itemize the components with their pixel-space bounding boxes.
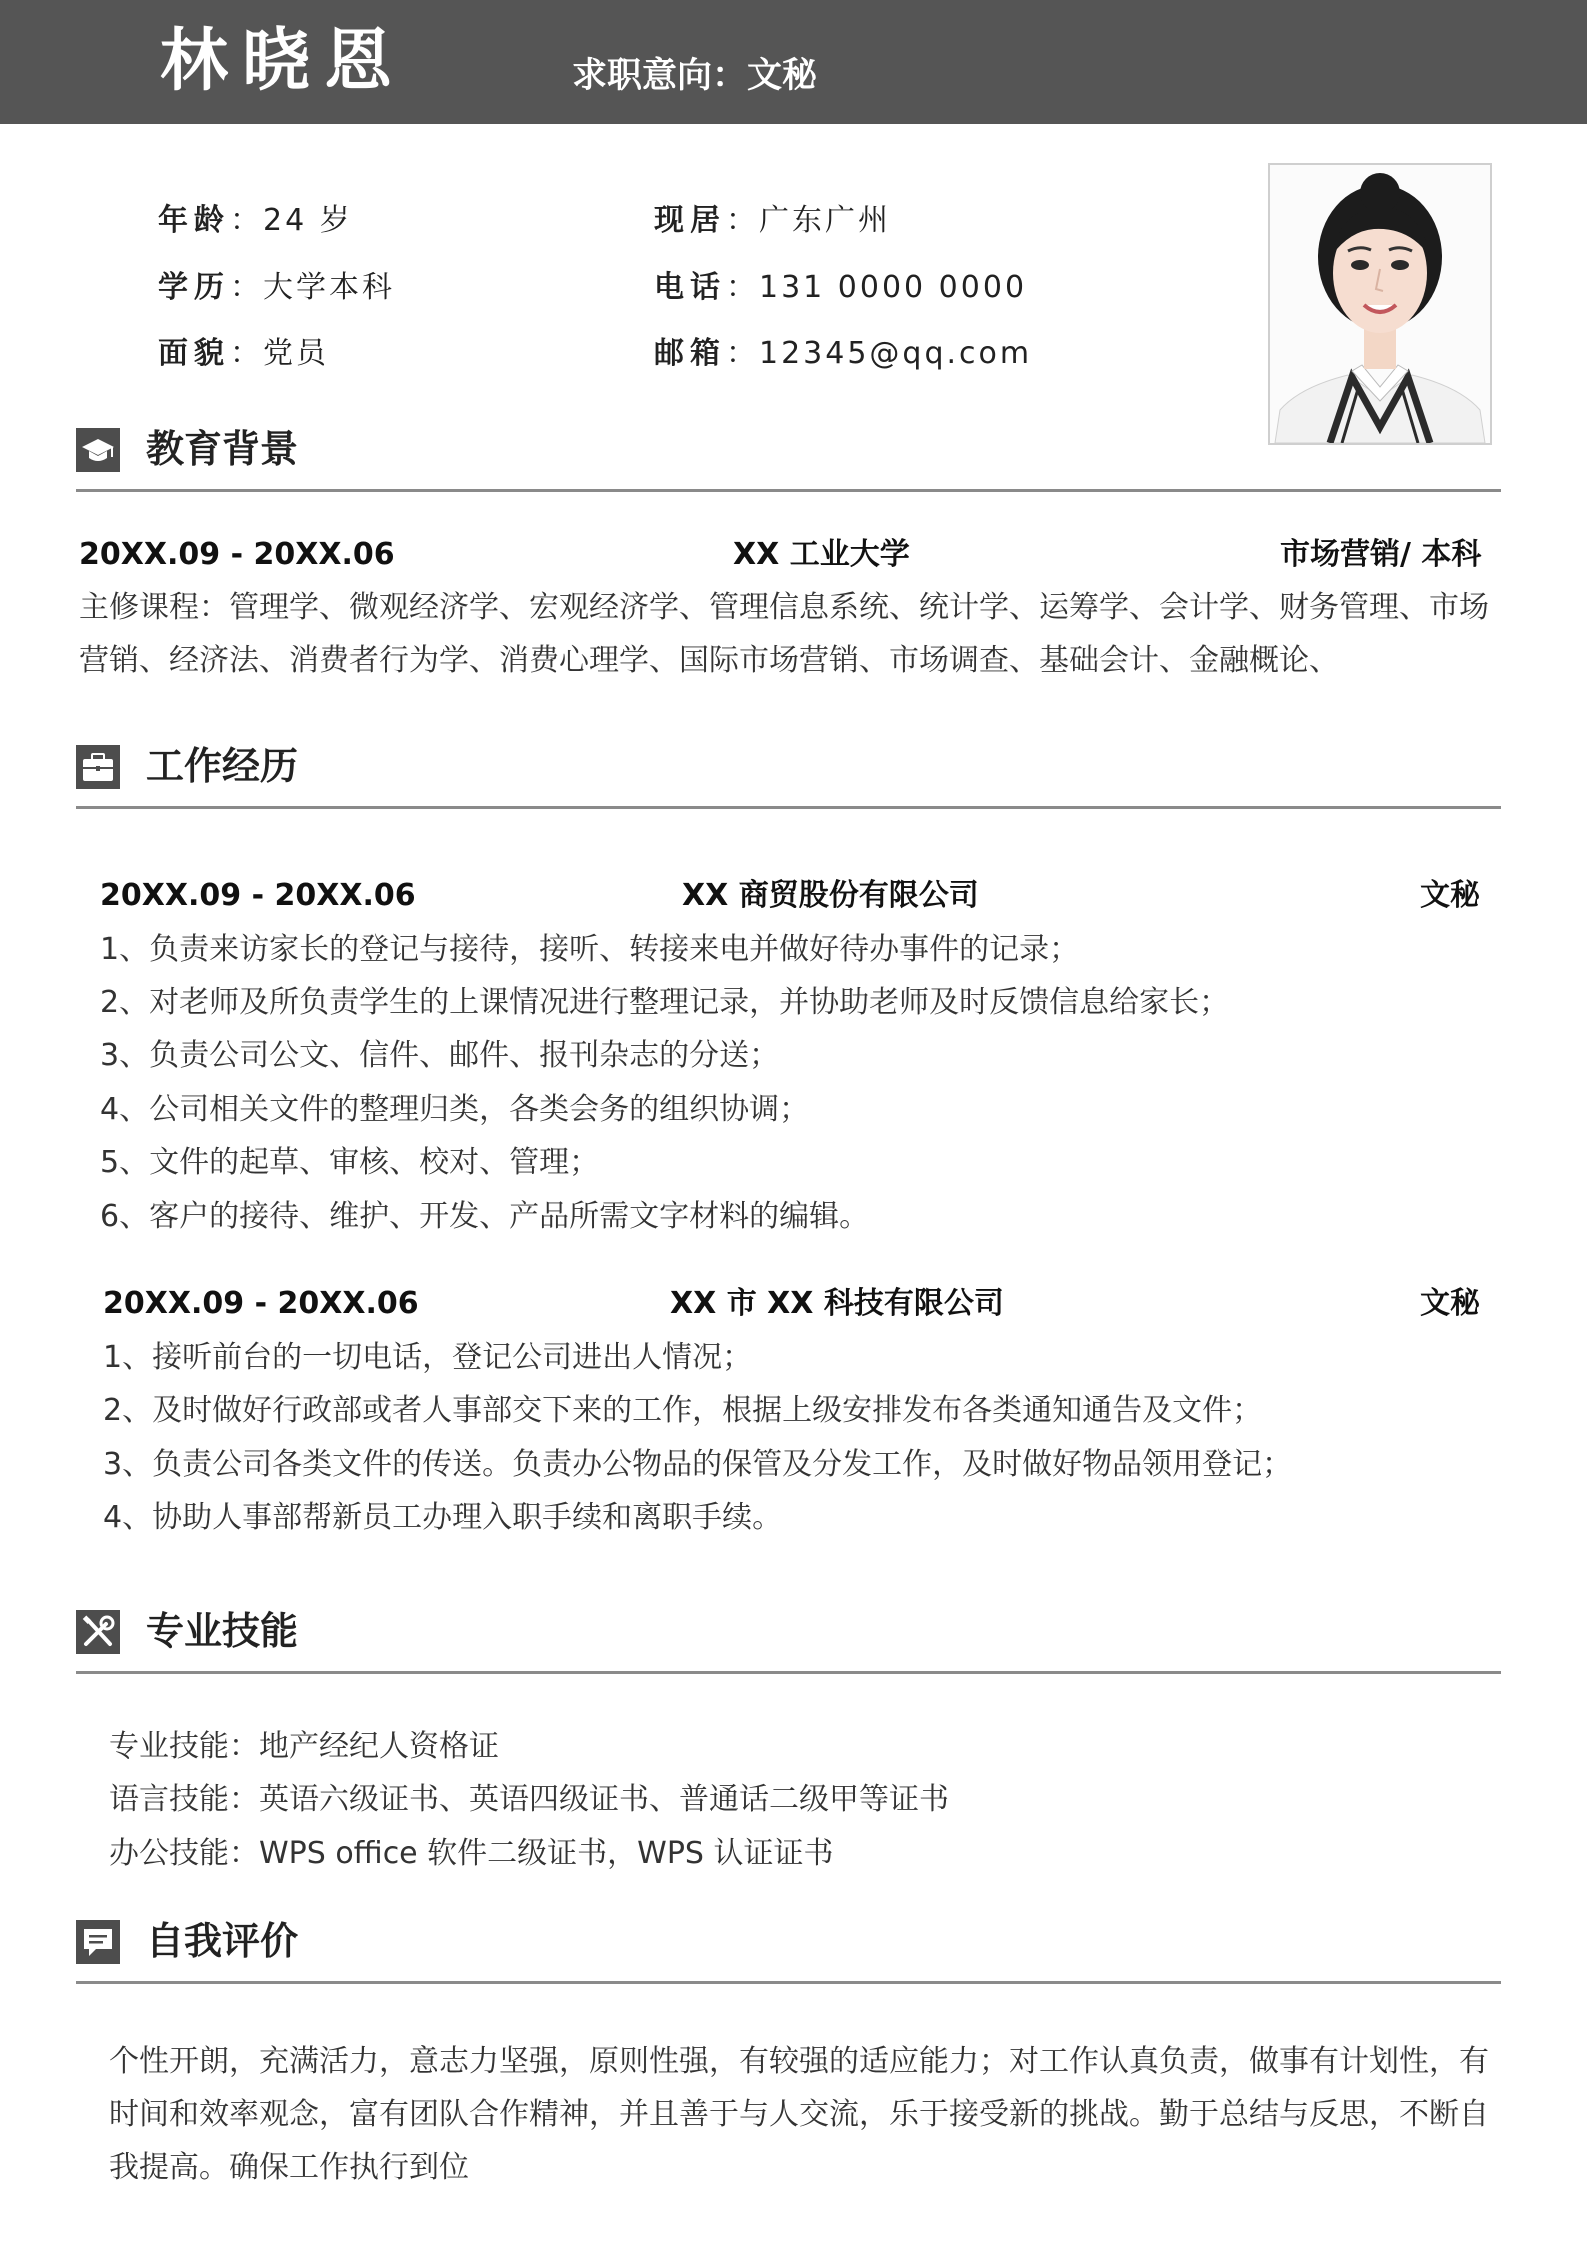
info-residence-label: 现居 [654,203,726,238]
section-title-work: 工作经历 [146,744,299,788]
job-duty: 2、及时做好行政部或者人事部交下来的工作，根据上级安排发布各类通知通告及文件； [103,1393,1263,1428]
section-title-education: 教育背景 [146,427,299,471]
candidate-name: 林晓恩 [160,22,407,101]
job-duty: 1、负责来访家长的登记与接待，接听、转接来电并做好待办事件的记录； [100,932,1080,967]
info-age-label: 年龄 [158,203,230,238]
info-phone: 电话：131 0000 0000 [654,270,1028,305]
section-divider [76,806,1501,809]
info-email: 邮箱：12345@qq.com [654,336,1033,371]
section-divider [76,1981,1501,1984]
job-duty: 6、客户的接待、维护、开发、产品所需文字材料的编辑。 [100,1199,870,1234]
job-duty: 4、协助人事部帮新员工办理入职手续和离职手续。 [103,1500,783,1535]
job-company: XX 市 XX 科技有限公司 [670,1286,1004,1321]
job-period: 20XX.09 - 20XX.06 [100,878,416,913]
info-education: 学历：大学本科 [158,270,395,305]
section-title-skills: 专业技能 [146,1609,299,1653]
info-email-value: 12345@qq.com [759,336,1033,371]
info-residence: 现居：广东广州 [654,203,891,238]
job-role: 文秘 [1420,1286,1480,1321]
job-period: 20XX.09 - 20XX.06 [103,1286,419,1321]
job-role: 文秘 [1420,878,1480,913]
skill-item: 语言技能：英语六级证书、英语四级证书、普通话二级甲等证书 [109,1782,949,1817]
info-age: 年龄：24 岁 [158,203,353,238]
job-duty: 5、文件的起草、审核、校对、管理； [100,1145,600,1180]
job-intent-value: 文秘 [747,56,818,96]
skill-item: 办公技能：WPS office 软件二级证书，WPS 认证证书 [109,1836,834,1871]
section-divider [76,1671,1501,1674]
edu-courses: 主修课程：管理学、微观经济学、宏观经济学、管理信息系统、统计学、运筹学、会计学、财务管理、市场营销、经济法、消费者行为学、消费心理学、国际市场营销、市场调查、基础会计、金融概论、 [79,590,1489,678]
info-education-label: 学历 [158,270,230,305]
edu-period: 20XX.09 - 20XX.06 [79,537,395,572]
tools-icon [76,1610,120,1654]
briefcase-icon [76,745,120,789]
info-phone-value: 131 0000 0000 [759,270,1028,305]
job-duty: 3、负责公司公文、信件、邮件、报刊杂志的分送； [100,1038,780,1073]
comment-icon [76,1920,120,1964]
job-duty: 1、接听前台的一切电话，登记公司进出人情况； [103,1340,753,1375]
self-evaluation-text: 个性开朗，充满活力，意志力坚强，原则性强，有较强的适应能力；对工作认真负责，做事有计划性，有时间和效率观念，富有团队合作精神，并且善于与人交流，乐于接受新的挑战。勤于总结与反思，不断自我提高。确保工作执行到位 [109,2044,1489,2185]
info-phone-label: 电话 [654,270,726,305]
job-duty: 3、负责公司各类文件的传送。负责办公物品的保管及分发工作，及时做好物品领用登记； [103,1447,1293,1482]
info-education-value: 大学本科 [263,270,395,305]
section-divider [76,489,1501,492]
skill-item: 专业技能：地产经纪人资格证 [109,1729,499,1764]
edu-major: 市场营销/ 本科 [1280,537,1482,572]
info-email-label: 邮箱 [654,336,726,371]
info-age-value: 24 岁 [263,203,353,238]
job-intent [572,54,817,98]
info-political-label: 面貌 [158,336,230,371]
job-duty: 2、对老师及所负责学生的上课情况进行整理记录，并协助老师及时反馈信息给家长； [100,985,1230,1020]
job-duty: 4、公司相关文件的整理归类，各类会务的组织协调； [100,1092,810,1127]
job-company: XX 商贸股份有限公司 [682,878,979,913]
graduation-cap-icon [76,428,120,472]
job-intent-label: 求职意向： [572,56,748,96]
section-title-self: 自我评价 [146,1919,299,1963]
info-political-value: 党员 [263,336,329,371]
info-political: 面貌：党员 [158,336,329,371]
portrait-illustration [1270,165,1490,443]
edu-school: XX 工业大学 [733,537,910,572]
profile-photo [1268,163,1492,445]
info-residence-value: 广东广州 [759,203,891,238]
header-bar [0,0,1587,124]
